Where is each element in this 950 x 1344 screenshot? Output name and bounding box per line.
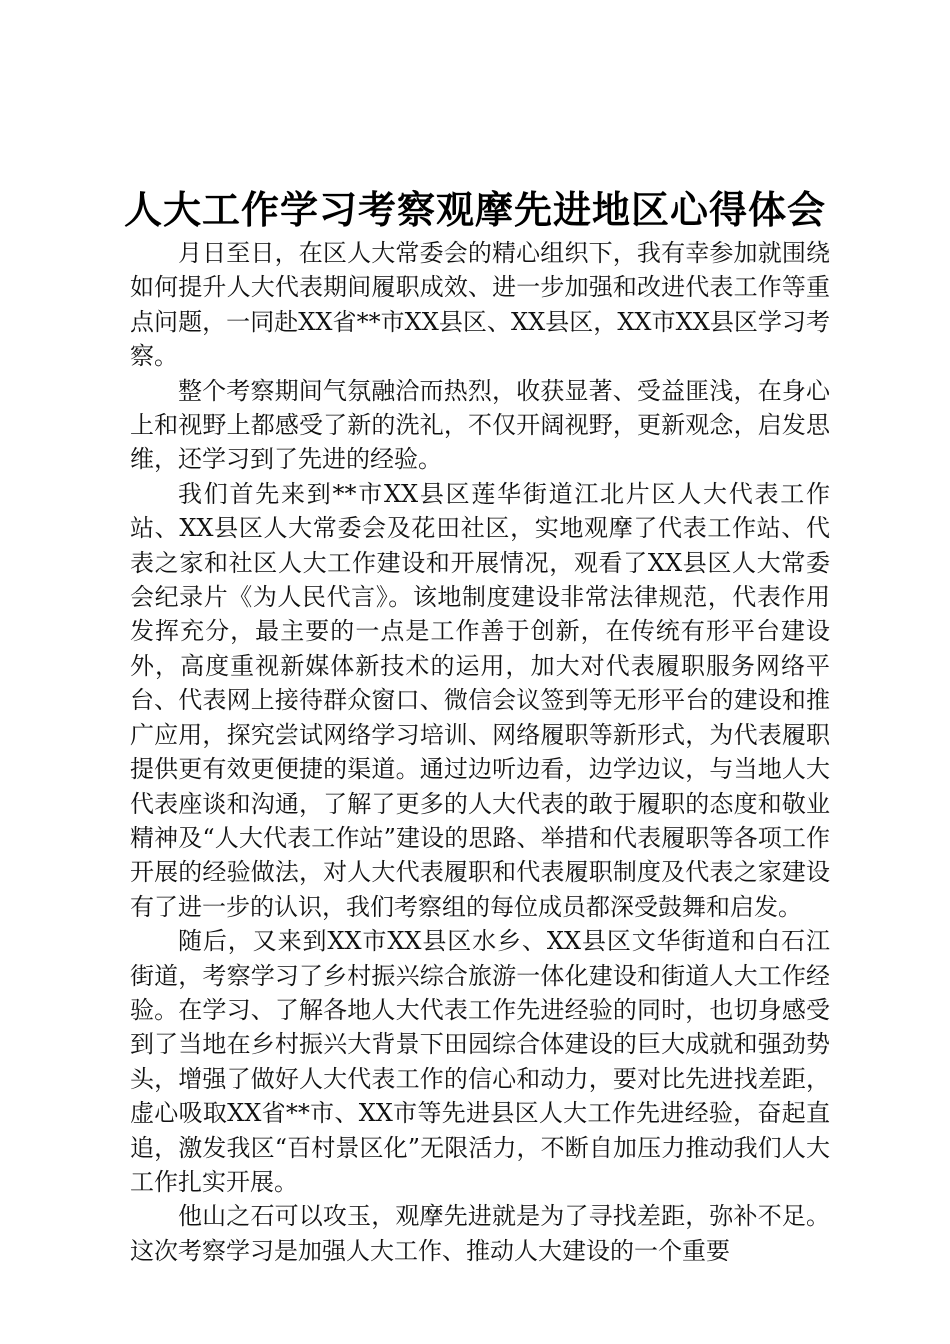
paragraph-1: 月日至日，在区人大常委会的精心组织下，我有幸参加就围绕如何提升人大代表期间履职成效、进一步加强和改进代表工作等重点问题，一同赴XX省**市XX县区、XX县区，XX市XX县区学习考察。 (130, 239, 830, 371)
document-body (130, 236, 830, 1268)
paragraph-3: 我们首先来到**市XX县区莲华街道江北片区人大代表工作站、XX县区人大常委会及花田社区，实地观摩了代表工作站、代表之家和社区人大工作建设和开展情况，观看了XX县区人大常委会纪录片《为人民代言》。该地制度建设非常法律规范，代表作用发挥充分，最主要的一点是工作善于创新，在传统有形平台建设外，高度重视新媒体新技术的运用，加大对代表履职服务网络平台、代表网上接待群众窗口、微信会议签到等无形平台的建设和推广应用，探究尝试网络学习培训、网络履职等新形式，为代表履职提供更有效更便捷的渠道。通过边听边看，边学边议，与当地人大代表座谈和沟通，了解了更多的人大代表的敢于履职的态度和敬业精神及“人大代表工作站”建设的思路、举措和代表履职等各项工作开展的经验做法，对人大代表履职和代表履职制度及代表之家建设有了进一步的认识，我们考察组的每位成员都深受鼓舞和启发。 (130, 479, 830, 921)
paragraph-4: 随后，又来到XX市XX县区水乡、XX县区文华街道和白石江街道，考察学习了乡村振兴综合旅游一体化建设和街道人大工作经验。在学习、了解各地人大代表工作先进经验的同时，也切身感受到了当地在乡村振兴大背景下田园综合体建设的巨大成就和强劲势头，增强了做好人大代表工作的信心和动力，要对比先进找差距，虚心吸取XX省**市、XX市等先进县区人大工作先进经验，奋起直追，激发我区“百村景区化”无限活力，不断自加压力推动我们人大工作扎实开展。 (130, 927, 830, 1196)
paragraph-5: 他山之石可以攻玉，观摩先进就是为了寻找差距，弥补不足。这次考察学习是加强人大工作、推动人大建设的一个重要 (130, 1202, 830, 1265)
paragraph-2: 整个考察期间气氛融洽而热烈，收获显著、受益匪浅，在身心上和视野上都感受了新的洗礼，不仅开阔视野，更新观念，启发思维，还学习到了先进的经验。 (130, 376, 830, 474)
document-title: 人大工作学习考察观摩先进地区心得体会 (123, 187, 826, 232)
